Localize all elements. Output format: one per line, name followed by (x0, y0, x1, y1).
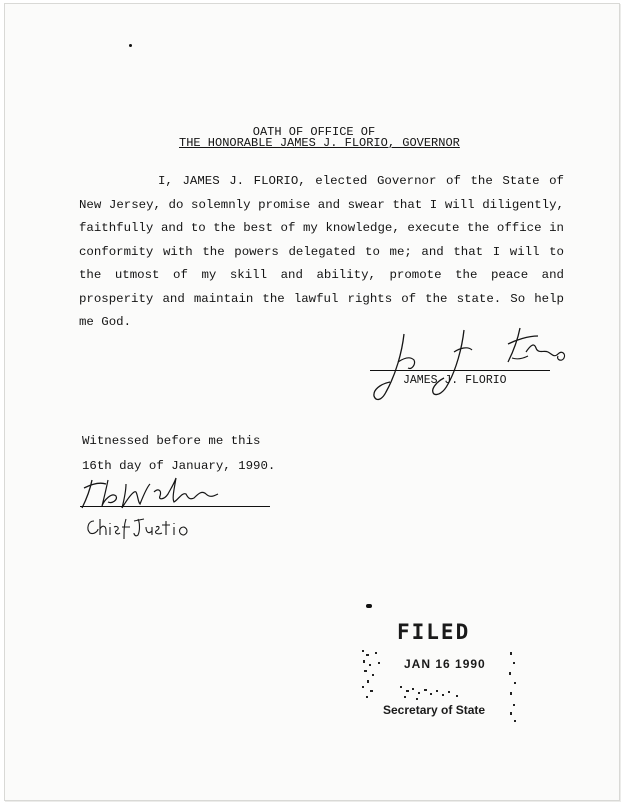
filed-stamp-date: JAN 16 1990 (404, 657, 486, 671)
document-subtitle: THE HONORABLE JAMES J. FLORIO, GOVERNOR (179, 136, 460, 150)
filed-stamp-office: Secretary of State (383, 703, 486, 717)
witness-date: 16th day of January, 1990. (82, 459, 276, 473)
witness-statement: Witnessed before me this (82, 434, 261, 448)
witness-signature (78, 470, 238, 514)
witness-title-handwriting (84, 513, 194, 541)
governor-signature (368, 322, 578, 404)
document-title: OATH OF OFFICE OF (252, 125, 376, 139)
oath-body (79, 170, 564, 335)
governor-name: JAMES J. FLORIO (403, 374, 507, 387)
filed-stamp-label: FILED (397, 620, 471, 644)
paper-speck (366, 604, 372, 608)
paper-speck (129, 44, 132, 47)
governor-signature-line (370, 370, 550, 371)
witness-signature-line (80, 506, 270, 507)
oath-paragraph: I, JAMES J. FLORIO, elected Governor of the State of New Jersey, do solemnly promise and swear that I will diligently, faithfully and to the best of my knowledge, execute the office in conformity with the powers delegated to me; and that I will to the utmost of my skill and ability, promote the peace and prosperity and maintain the lawful rights of the state. So help me God. (79, 174, 564, 329)
